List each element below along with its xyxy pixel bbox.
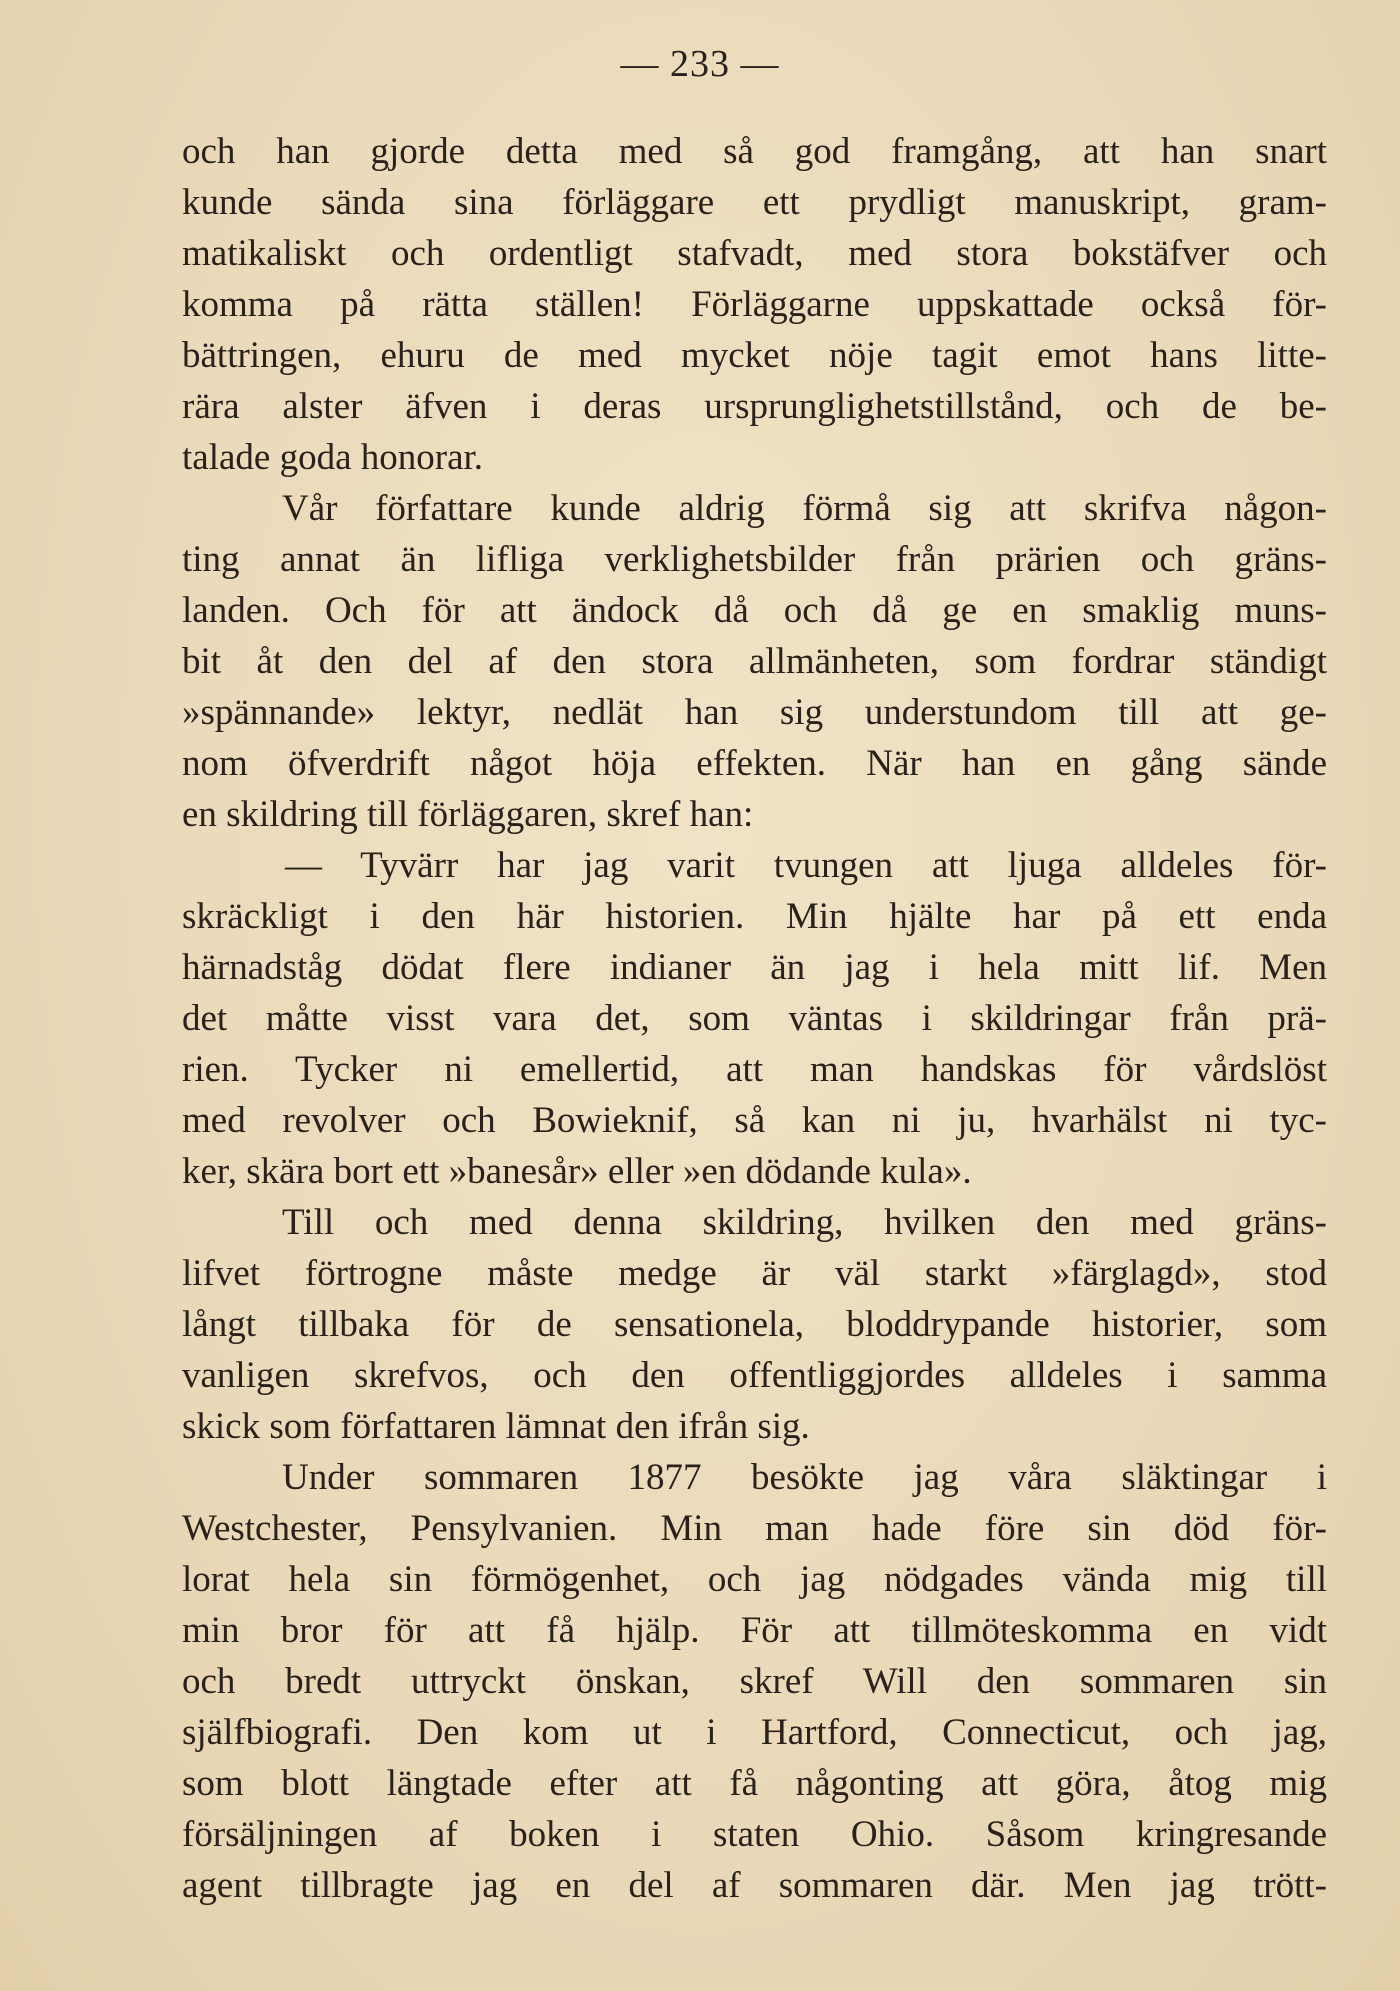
text-line: bättringen, ehuru de med mycket nöje tagit emot hans litte-: [182, 335, 1327, 376]
text-line: Under sommaren 1877 besökte jag våra släktingar i: [282, 1457, 1327, 1498]
text-line: agent tillbragte jag en del af sommaren där. Men jag trött-: [182, 1865, 1327, 1906]
text-line: härnadståg dödat flere indianer än jag i hela mitt lif. Men: [182, 947, 1327, 988]
text-line: Till och med denna skildring, hvilken den med gräns-: [282, 1202, 1327, 1243]
text-line: långt tillbaka för de sensationela, bloddrypande historier, som: [182, 1304, 1327, 1345]
text-line: min bror för att få hjälp. För att tillmöteskomma en vidt: [182, 1610, 1327, 1651]
text-line: och han gjorde detta med så god framgång, att han snart: [182, 131, 1327, 172]
text-line: ker, skära bort ett »banesår» eller »en dödande kula».: [182, 1151, 972, 1192]
text-line: lifvet förtrogne måste medge är väl starkt »färglagd», stod: [182, 1253, 1327, 1294]
text-line: kunde sända sina förläggare ett prydligt manuskript, gram-: [182, 182, 1327, 223]
text-line: vanligen skrefvos, och den offentliggjordes alldeles i samma: [182, 1355, 1327, 1396]
text-line: skräckligt i den här historien. Min hjälte har på ett enda: [182, 896, 1327, 937]
text-line: och bredt uttryckt önskan, skref Will den sommaren sin: [182, 1661, 1327, 1702]
text-line: själfbiografi. Den kom ut i Hartford, Connecticut, och jag,: [182, 1712, 1327, 1753]
text-line: lorat hela sin förmögenhet, och jag nödgades vända mig till: [182, 1559, 1327, 1600]
text-line: Vår författare kunde aldrig förmå sig att skrifva någon-: [282, 488, 1327, 529]
text-line: en skildring till förläggaren, skref han:: [182, 794, 754, 835]
text-line: rien. Tycker ni emellertid, att man handskas för vårdslöst: [182, 1049, 1327, 1090]
text-line: med revolver och Bowieknif, så kan ni ju, hvarhälst ni tyc-: [182, 1100, 1327, 1141]
text-line: ting annat än lifliga verklighetsbilder från prärien och gräns-: [182, 539, 1327, 580]
text-line: matikaliskt och ordentligt stafvadt, med stora bokstäfver och: [182, 233, 1327, 274]
text-line: som blott längtade efter att få någonting att göra, åtog mig: [182, 1763, 1327, 1804]
text-line: »spännande» lektyr, nedlät han sig understundom till att ge-: [182, 692, 1327, 733]
text-line: komma på rätta ställen! Förläggarne uppskattade också för-: [182, 284, 1327, 325]
text-line: Westchester, Pensylvanien. Min man hade före sin död för-: [182, 1508, 1327, 1549]
text-line: landen. Och för att ändock då och då ge en smaklig muns-: [182, 590, 1327, 631]
text-line: försäljningen af boken i staten Ohio. Såsom kringresande: [182, 1814, 1327, 1855]
text-line: — Tyvärr har jag varit tvungen att ljuga alldeles för-: [285, 845, 1327, 886]
text-line: nom öfverdrift något höja effekten. När han en gång sände: [182, 743, 1327, 784]
body-text: [182, 126, 1327, 1911]
text-line: skick som författaren lämnat den ifrån sig.: [182, 1406, 810, 1447]
text-line: talade goda honorar.: [182, 437, 484, 478]
text-line: rära alster äfven i deras ursprunglighetstillstånd, och de be-: [182, 386, 1327, 427]
page-number: — 233 —: [620, 43, 780, 85]
text-line: bit åt den del af den stora allmänheten, som fordrar ständigt: [182, 641, 1327, 682]
text-line: det måtte visst vara det, som väntas i skildringar från prä-: [182, 998, 1327, 1039]
